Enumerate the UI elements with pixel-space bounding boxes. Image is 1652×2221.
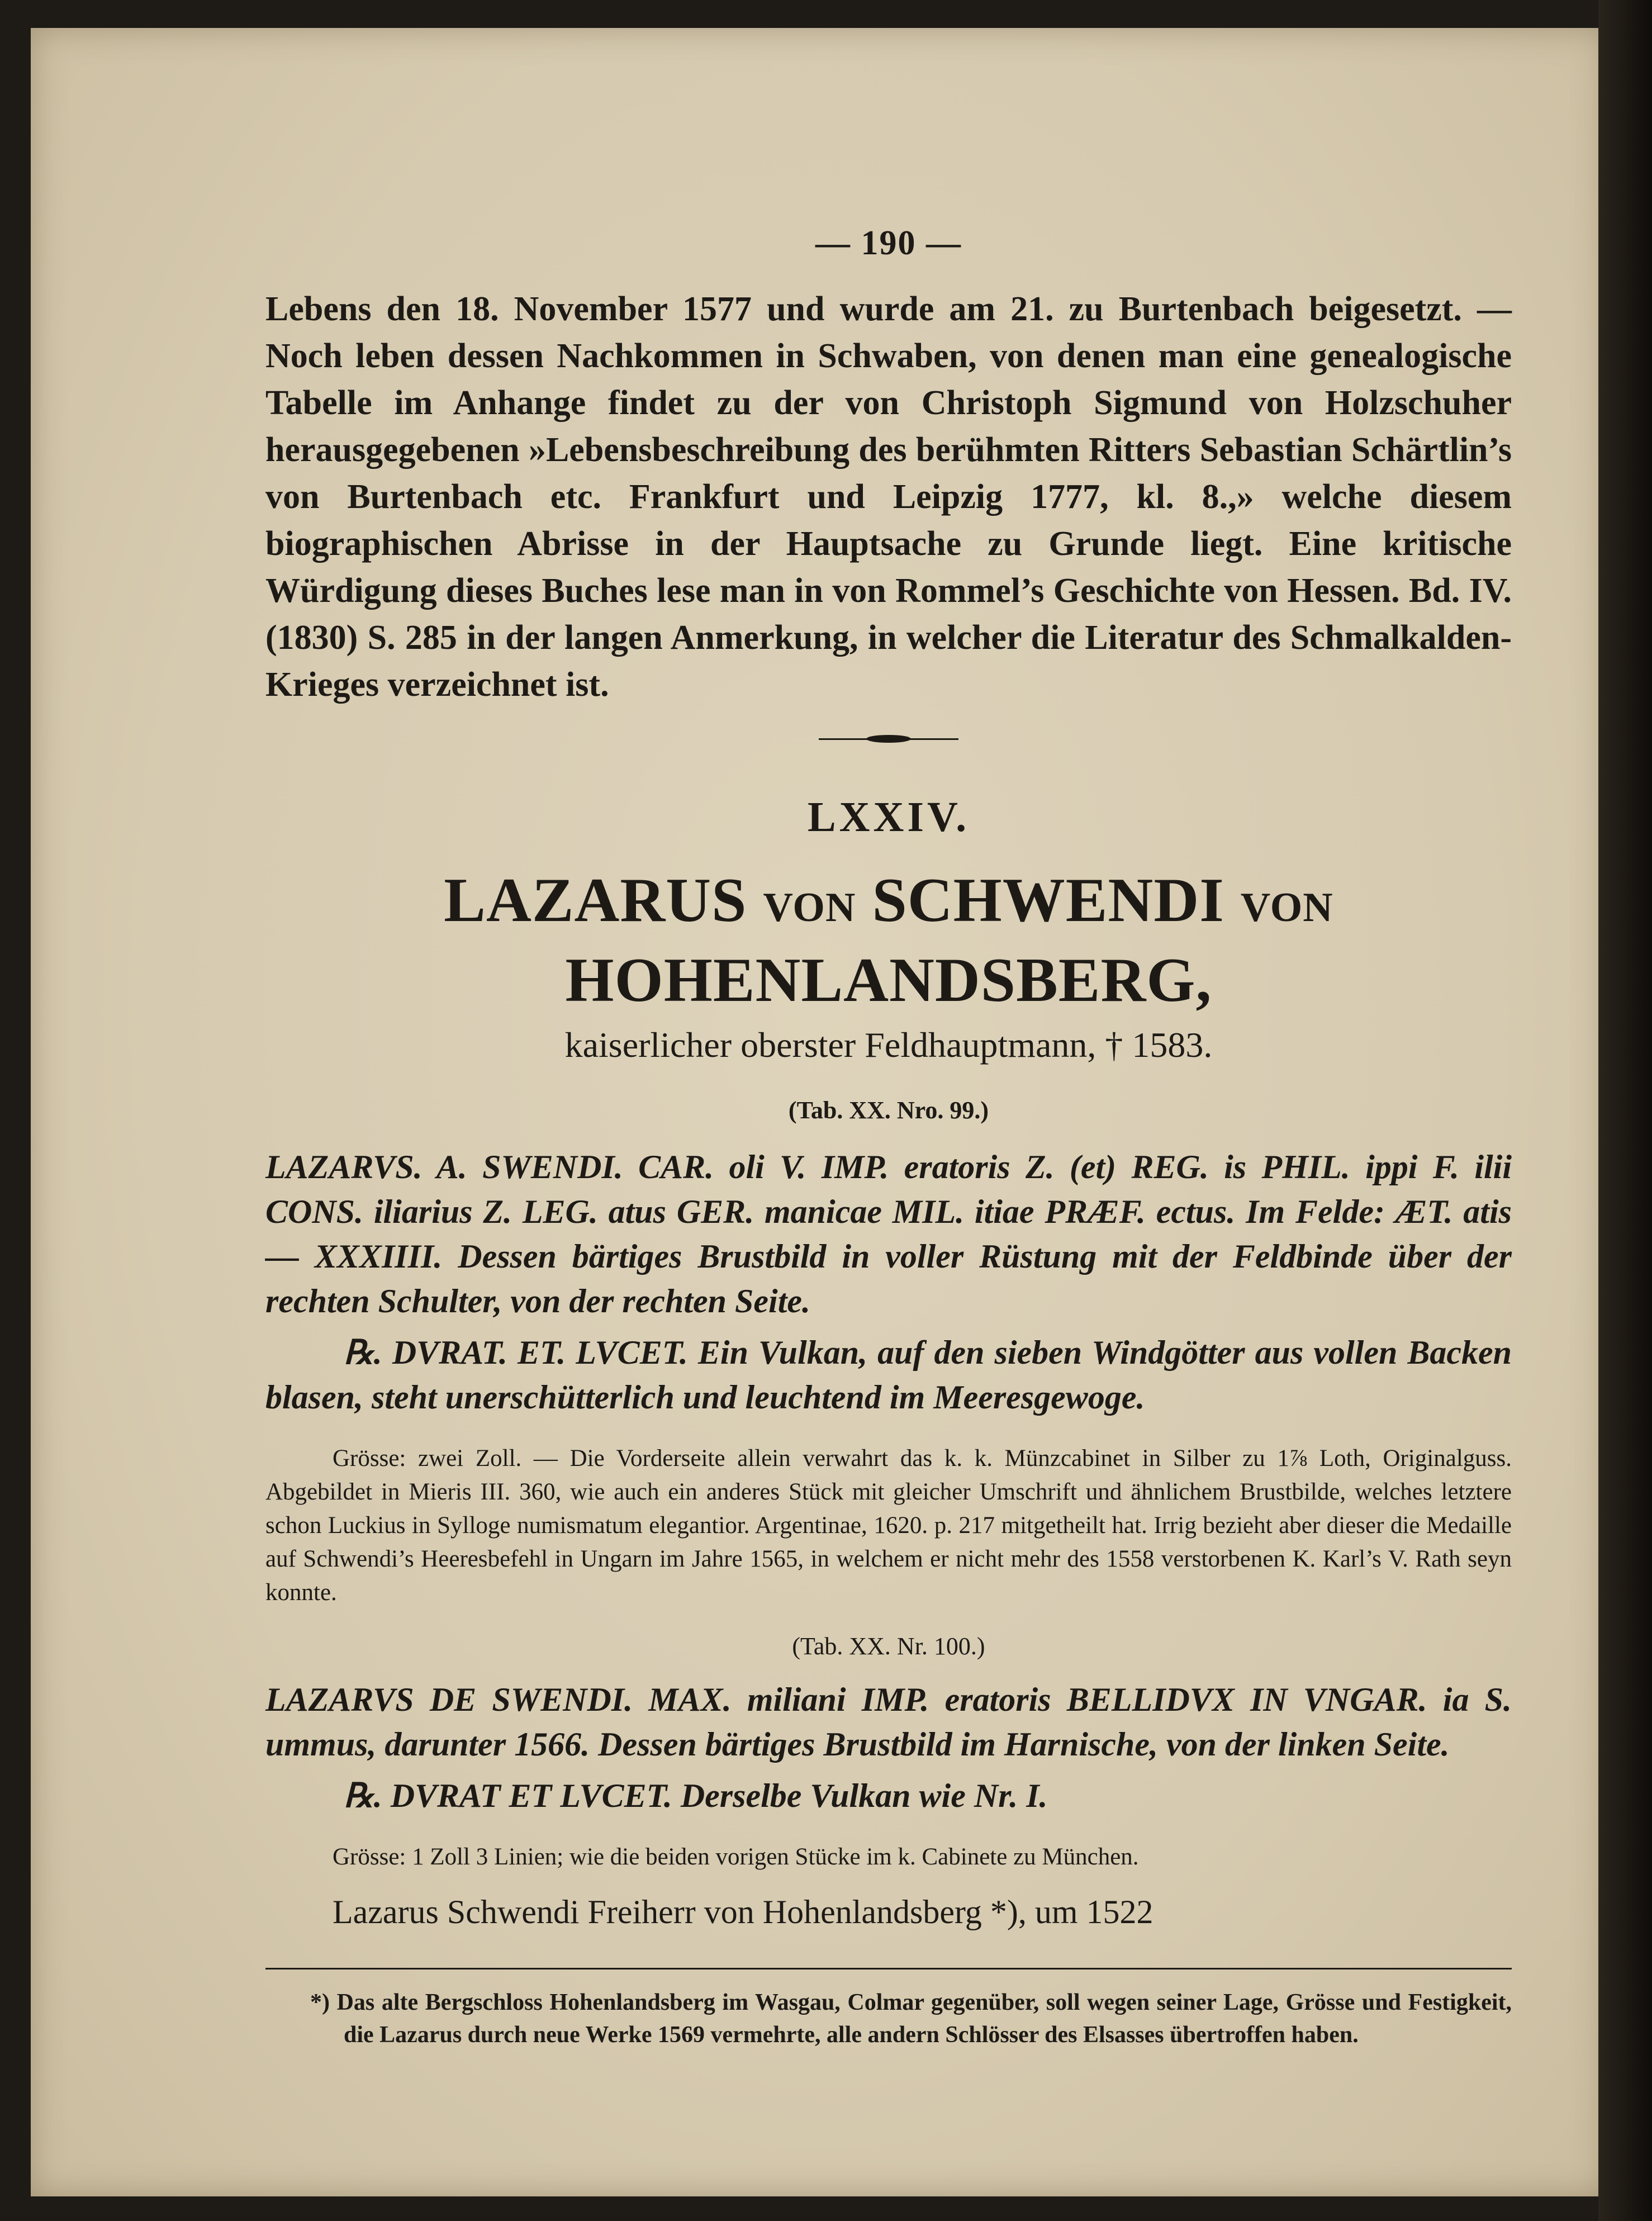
intro-section — [265, 286, 1512, 708]
book-page — [31, 28, 1607, 2196]
medal1-legend: LAZARVS. A. SWENDI. CAR. oli V. IMP. eratoris Z. (et) REG. is PHIL. ippi F. ilii CONS. iliarius Z. LEG. atus GER. manicae MIL. itiae PRÆF. ectus. Im Felde: ÆT. atis — XXXIIII. Dessen bärtiges Brustbild in voller Rüstung mit der Feldbinde über der rechten Schulter, von der rechten Seite. — [265, 1149, 1512, 1320]
page-number: — 190 — — [815, 224, 962, 262]
heading-name-first: LAZARUS — [444, 866, 747, 935]
heading-von-1: VON — [763, 885, 856, 931]
book-binding — [1598, 0, 1652, 2221]
final-line: Lazarus Schwendi Freiherr von Hohenlandsberg *), um 1522 — [333, 1893, 1153, 1930]
medal1-note: Grösse: zwei Zoll. — Die Vorderseite allein verwahrt das k. k. Münzcabinet in Silber zu 1⅞ Loth, Originalguss. Abgebildet in Mieris III. 360, wie auch ein anderes Stück mit gleicher Umschrift und ähnlichem Brustbilde, welches letztere schon Luckius in Sylloge numismatum elegantior. Argentinae, 1620. p. 217 mitgetheilt hat. Irrig bezieht aber dieser die Medaille auf Schwendi’s Heeresbefehl in Ungarn im Jahre 1565, in welchem er nicht mehr des 1558 verstorbenen K. Karl’s V. Rath seyn konnte. — [265, 1445, 1512, 1606]
section-heading — [265, 864, 1512, 1017]
page-content — [265, 224, 1512, 2051]
section-subtitle: kaiserlicher oberster Feldhauptmann, † 1583. — [564, 1025, 1213, 1065]
medal2-legend: LAZARVS DE SWENDI. MAX. miliani IMP. eratoris BELLIDVX IN VNGAR. ia S. ummus, darunter 1566. Dessen bärtiges Brustbild im Harnische, von der linken Seite. — [265, 1681, 1512, 1763]
section-number: LXXIV. — [807, 794, 970, 841]
medal1-reverse: ℞. DVRAT. ET. LVCET. Ein Vulkan, auf den sieben Windgötter aus vollen Backen blasen, steht unerschütterlich und leuchtend im Meeresgewoge. — [265, 1334, 1512, 1416]
intro-paragraph: Lebens den 18. November 1577 und wurde am 21. zu Burtenbach beigesetzt. — Noch leben dessen Nachkommen in Schwaben, von denen man eine genealogische Tabelle im Anhange findet zu der von Christoph Sigmund von Holzschuher herausgegebenen »Lebensbeschreibung des berühmten Ritters Sebastian Schärtlin’s von Burtenbach etc. Frankfurt und Leipzig 1777, kl. 8.,» welche diesem biographischen Abrisse in der Hauptsache zu Grunde liegt. Eine kritische Würdigung dieses Buches lese man in von Rommel’s Geschichte von Hessen. Bd. IV. (1830) S. 285 in der langen Anmerkung, in welcher die Literatur des Schmalkalden-Krieges verzeichnet ist. — [265, 290, 1512, 704]
medal2-reverse: ℞. DVRAT ET LVCET. Derselbe Vulkan wie Nr. I. — [344, 1777, 1048, 1814]
medal2-ref: (Tab. XX. Nr. 100.) — [792, 1632, 985, 1660]
medal1-ref: (Tab. XX. Nro. 99.) — [788, 1097, 989, 1124]
footnote-rule — [265, 1968, 1512, 1970]
heading-von-2: VON — [1240, 885, 1333, 931]
footnote: *) Das alte Bergschloss Hohenlandsberg im Wasgau, Colmar gegenüber, soll wegen seiner Lage, Grösse und Festigkeit, die Lazarus durch neue Werke 1569 vermehrte, alle andern Schlösser des Elsasses übertroffen haben. — [310, 1990, 1512, 2048]
medal2-note: Grösse: 1 Zoll 3 Linien; wie die beiden vorigen Stücke im k. Cabinete zu München. — [333, 1844, 1139, 1870]
ornament-divider — [819, 735, 958, 743]
heading-name-second: SCHWENDI — [872, 866, 1224, 935]
heading-name-third: HOHENLANDSBERG, — [565, 946, 1212, 1015]
